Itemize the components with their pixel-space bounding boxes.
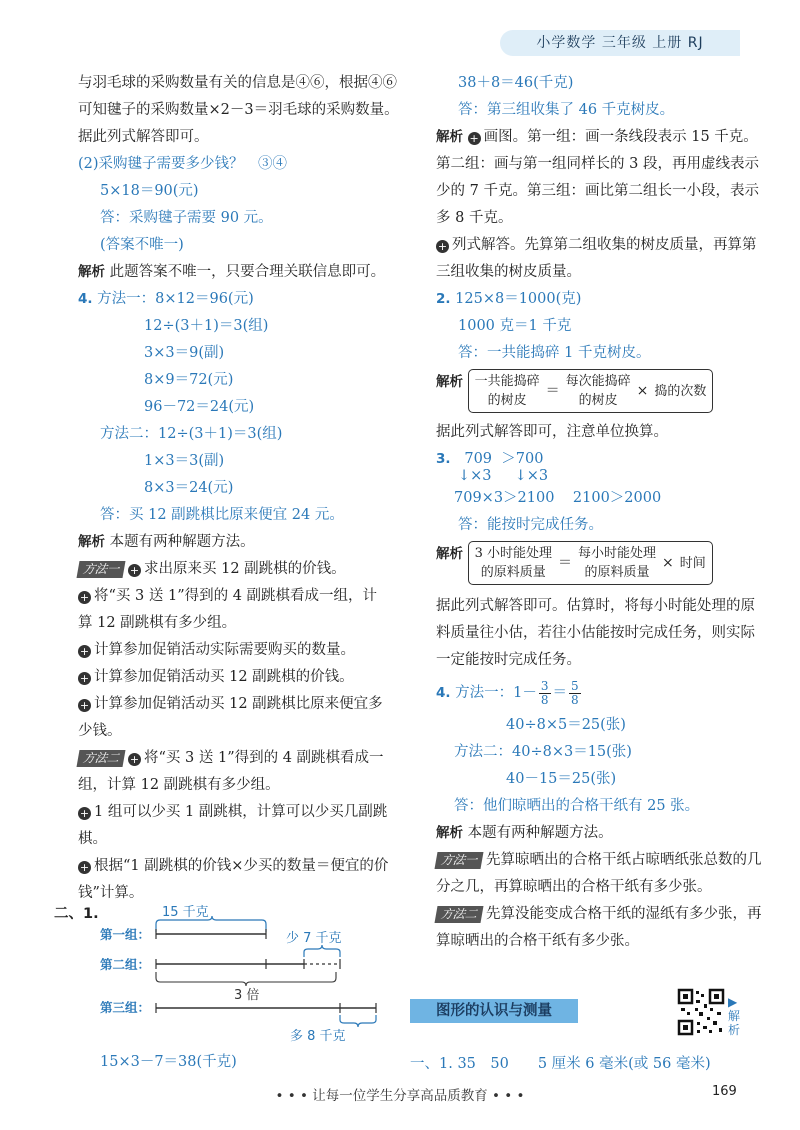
term-line: 的原料质量 (480, 565, 546, 580)
down-arrow-icon: ↓ (514, 468, 527, 484)
method1-bullet (78, 664, 390, 691)
plus-circle-icon: + (79, 861, 90, 874)
less-label: 少 7 千克 (286, 931, 342, 946)
calc-line: 8×9＝72(元) (144, 372, 234, 388)
plus-circle-icon: + (79, 699, 90, 712)
bullet-text: 计算参加促销活动买 12 副跳棋的价钱。 (94, 669, 354, 685)
text-line: 可知毽子的采购数量×2－3＝羽毛球的采购数量。 (78, 102, 399, 118)
bullet-text: 将“买 3 送 1”得到的 4 副跳棋看成一组，计算 12 副跳棋有多少组。 (78, 588, 378, 631)
analysis-formula-2 (436, 539, 766, 593)
analysis-text: 画图。第一组：画一条线段表示 15 千克。第二组：画与第一组同样长的 3 段，再用虚线表示少的 7 千克。第三组：画比第二组长一小段，表示多 8 千克。 (436, 129, 759, 226)
diagram-equation: 15×3－7＝38(千克) (100, 1054, 237, 1070)
analysis-label: 解析 (436, 825, 463, 841)
method1-tag: 方法一 (77, 561, 126, 578)
mult: ×3 (470, 468, 492, 484)
last-line: 一、1. 35 50 5 厘米 6 毫米(或 56 毫米) (410, 1056, 711, 1072)
question-number: 4. (436, 685, 451, 701)
arrow-row (436, 467, 766, 485)
method2-tag: 方法二 (435, 906, 484, 923)
plus-circle-icon: + (79, 807, 90, 820)
equals-sign: ＝ (558, 554, 573, 571)
bullet-text: 计算参加促销活动实际需要购买的数量。 (94, 642, 355, 658)
calc-line: 96－72＝24(元) (144, 399, 255, 415)
qr-label-text: 解析 (728, 1009, 741, 1037)
formula-term (578, 544, 656, 582)
footer-slogan: • • • 让每一位学生分享高品质教育 • • • (275, 1088, 525, 1104)
plus-circle-icon: + (79, 591, 90, 604)
term-line: 3 小时能处理 (474, 546, 553, 561)
analysis-block (436, 232, 766, 286)
term-line: 每小时能处理 (578, 546, 657, 561)
answer-line: 答：能按时完成任务。 (458, 517, 603, 533)
plus-circle-icon: + (437, 240, 448, 253)
more-label: 多 8 千克 (290, 1029, 346, 1044)
analysis-formula-1 (436, 367, 766, 419)
calc-line: 1000 克＝1 千克 (458, 318, 572, 334)
term-line: 的树皮 (487, 393, 527, 408)
question-number: 3. (436, 451, 451, 467)
left-column (78, 70, 399, 907)
method1-tag: 方法一 (435, 852, 484, 869)
denominator: 8 (571, 692, 579, 707)
calc-line: 38＋8＝46(千克) (458, 75, 574, 91)
analysis-line (78, 529, 390, 556)
bullet-text: 计算参加促销活动买 12 副跳棋比原来便宜多少钱。 (78, 696, 383, 739)
group-2-label: 第二组： (100, 957, 151, 972)
method1-text: 先算晾晒出的合格干纸占晾晒纸张总数的几分之几，再算晾晒出的合格干纸有多少张。 (436, 852, 762, 895)
analysis-text: 列式解答。先算第二组收集的树皮质量，再算第三组收集的树皮质量。 (436, 237, 757, 280)
plus-circle-icon: + (79, 672, 90, 685)
calc-line: 40÷8×5＝25(张) (506, 717, 626, 733)
compare: ＞700 (501, 451, 544, 467)
method1-bullet (78, 637, 390, 664)
term-line: 的原料质量 (584, 565, 650, 580)
play-icon: ▶ (728, 995, 738, 1009)
formula-box (468, 541, 713, 585)
question-number: 4. (78, 291, 93, 307)
question-4 (78, 286, 390, 313)
plus-circle-icon: + (469, 132, 479, 145)
question-number: 2. (436, 291, 451, 307)
method1-bullet (78, 583, 390, 637)
note-line: (答案不唯一) (100, 237, 184, 253)
calc-text: 709×3＞2100 (454, 490, 555, 506)
method2-text: 先算没能变成合格干纸的湿纸有多少张，再算晾晒出的合格干纸有多少张。 (436, 906, 762, 949)
method2-line: 方法二：12÷(3＋1)＝3(组) (100, 426, 283, 442)
method1-bullet (78, 556, 390, 583)
section-title: 图形的认识与测量 (410, 999, 578, 1023)
answer-line: 答：第三组收集了 46 千克树皮。 (458, 102, 675, 118)
formula-box (468, 369, 714, 413)
bullet-text: 求出原来买 12 副跳棋的价钱。 (144, 561, 346, 577)
text-line: 据此列式解答即可，注意单位换算。 (436, 424, 668, 440)
fraction (539, 680, 551, 707)
group-1-label: 第一组： (100, 927, 151, 942)
numerator: 3 (540, 678, 549, 693)
method2-bullet (78, 853, 390, 907)
question-2: (2)采购毽子需要多少钱？ ③④ (78, 156, 288, 172)
analysis-text: 本题有两种解题方法。 (467, 825, 613, 841)
method1-prefix: 方法一：1－ (455, 685, 537, 701)
bullet-text: 将“买 3 送 1”得到的 4 副跳棋看成一组，计算 12 副跳棋有多少组。 (78, 750, 384, 793)
mult: ×3 (526, 468, 549, 484)
analysis-line (78, 259, 390, 286)
plus-circle-icon: + (129, 564, 140, 577)
term-line: 每次能捣碎 (565, 374, 631, 389)
calc-line: 40－15＝25(张) (506, 771, 617, 787)
page-number: 169 (712, 1084, 737, 1099)
down-arrow-icon: ↓ (458, 468, 471, 484)
page-header: 小学数学 三年级 上册 RJ (500, 30, 740, 56)
text-block: 据此列式解答即可。估算时，将每小时能处理的原料质量往小估，若往小估能按时完成任务，则实际一定能按时完成任务。 (436, 598, 755, 668)
formula-term (566, 372, 631, 410)
times-sign: × (636, 382, 649, 399)
times-label: 3 倍 (234, 988, 260, 1003)
section-2-label: 二、1. (54, 906, 99, 922)
calc-line (436, 485, 766, 512)
fraction (569, 680, 581, 707)
term-line: 一共能捣碎 (474, 374, 540, 389)
calc-line: 8×3＝24(元) (144, 480, 234, 496)
analysis-label: 解析 (78, 534, 105, 550)
analysis-text: 此题答案不唯一，只要合理关联信息即可。 (109, 264, 386, 280)
analysis-label: 解析 (436, 374, 463, 390)
analysis-label: 解析 (78, 264, 105, 280)
num: 709 (464, 451, 493, 467)
method2-line: 方法二：40÷8×3＝15(张) (454, 744, 632, 760)
times-sign: × (662, 554, 674, 571)
qr-code-icon[interactable] (677, 988, 725, 1036)
formula-term (475, 544, 552, 582)
plus-circle-icon: + (129, 753, 140, 766)
analysis-block (436, 124, 766, 232)
formula-term (475, 372, 540, 410)
calc-line: 1×3＝3(副) (144, 453, 225, 469)
calc-line: 3×3＝9(副) (144, 345, 225, 361)
formula-term: 时间 (679, 555, 706, 571)
equals-sign: ＝ (545, 382, 560, 399)
calc-text: 2100＞2000 (572, 490, 662, 506)
top-label: 15 千克 (162, 905, 209, 920)
method2-bullet (78, 745, 390, 799)
calc-line: 5×18＝90(元) (100, 183, 199, 199)
group-3-label: 第三组： (100, 1000, 151, 1015)
analysis-line (436, 820, 766, 847)
bullet-text: 1 组可以少买 1 副跳棋，计算可以少买几副跳棋。 (78, 804, 388, 847)
method2-block (436, 901, 766, 955)
right-column (436, 70, 766, 955)
answer-line: 答：买 12 副跳棋比原来便宜 24 元。 (100, 507, 344, 523)
line-segment-diagram (54, 902, 394, 1047)
method2-tag: 方法二 (77, 750, 126, 767)
method1-line: 方法一：8×12＝96(元) (97, 291, 254, 307)
question-2 (436, 286, 766, 313)
method1-block (436, 847, 766, 901)
analysis-label: 解析 (436, 129, 463, 145)
formula-term: 捣的次数 (654, 383, 707, 399)
denominator: 8 (540, 692, 549, 707)
method1-bullet (78, 691, 390, 745)
numerator: 5 (571, 678, 579, 693)
bullet-text: 根据“1 副跳棋的价钱×少买的数量＝便宜的价钱”计算。 (78, 858, 389, 901)
qr-label (728, 995, 742, 1037)
answer-line: 答：采购毽子需要 90 元。 (100, 210, 273, 226)
analysis-text: 本题有两种解题方法。 (109, 534, 255, 550)
answer-line: 答：一共能捣碎 1 千克树皮。 (458, 345, 651, 361)
term-line: 的树皮 (578, 393, 618, 408)
text-line: 与羽毛球的采购数量有关的信息是④⑥，根据④⑥ (78, 75, 397, 91)
calc-line: 12÷(3＋1)＝3(组) (144, 318, 269, 334)
text-line: 据此列式解答即可。 (78, 129, 209, 145)
plus-circle-icon: + (79, 645, 90, 658)
answer-line: 答：他们晾晒出的合格干纸有 25 张。 (454, 798, 700, 814)
method2-bullet (78, 799, 390, 853)
calc-text: 125×8＝1000(克) (455, 291, 582, 307)
question-4: 4. 方法一：1－ $\frac{3}{8}$ ＝ $\frac{5}{8}$ (436, 678, 579, 707)
analysis-label: 解析 (436, 546, 463, 562)
